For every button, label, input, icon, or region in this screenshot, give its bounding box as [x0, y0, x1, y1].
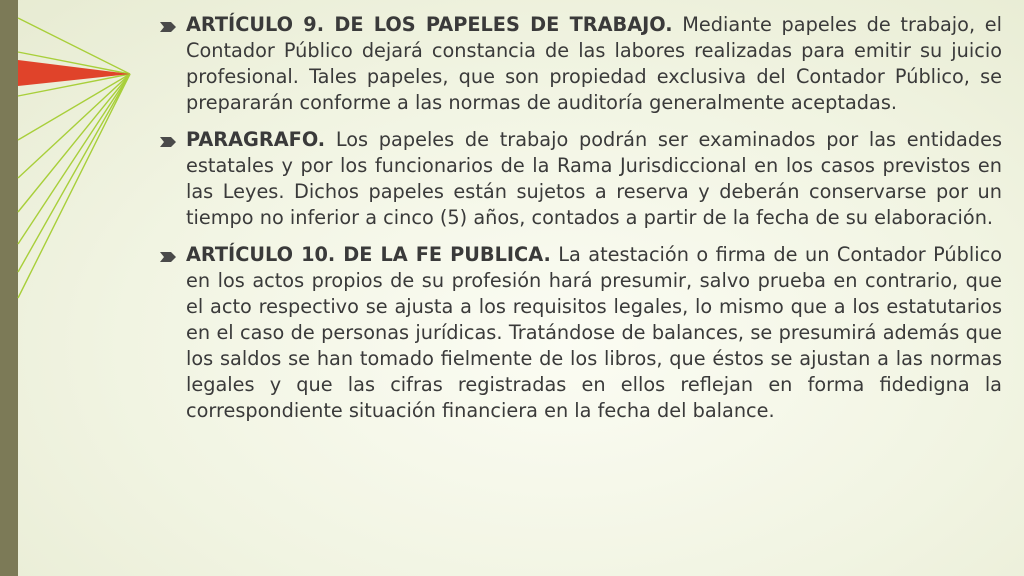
article-10-text: La atestación o firma de un Contador Público en los actos propios de su profesión hará presumir, salvo prueba en contrario, que el acto respectivo se ajusta a los requisitos legales, lo mismo que a los estatutarios en el caso de personas jurídicas. Tratándose de balances, se presumirá además que los saldos se han tomado fielmente de los libros, que éstos se ajustan a las normas legales y que las cifras registradas en ellos reflejan en forma fidedigna la correspondiente situación financiera en la fecha del balance. [186, 243, 1002, 422]
arrow-bullet-icon [160, 137, 176, 147]
bullet-item [160, 127, 1002, 231]
article-9-text: Mediante papeles de trabajo, el Contador Público dejará constancia de las labores realizadas para emitir su juicio profesional. Tales papeles, que son propiedad exclusiva del Contador Público, se prepararán conforme a las normas de auditoría generalmente aceptadas. [186, 13, 1002, 114]
bullet-item [160, 242, 1002, 424]
paragrafo-text: Los papeles de trabajo podrán ser examinados por las entidades estatales y por los funcionarios de la Rama Jurisdiccional en los casos previstos en las Leyes. Dichos papeles están sujetos a reserva y deberán conservarse por un tiempo no inferior a cinco (5) años, contados a partir de la fecha de su elaboración. [186, 128, 1002, 229]
arrow-bullet-icon [160, 22, 176, 32]
article-9-heading: ARTÍCULO 9. DE LOS PAPELES DE TRABAJO. [186, 13, 673, 36]
article-10-paragraph [186, 242, 1002, 424]
paragrafo-paragraph [186, 127, 1002, 231]
decorative-lines [0, 0, 140, 576]
article-9-paragraph [186, 12, 1002, 116]
slide-content [160, 12, 1002, 435]
arrow-bullet-icon [160, 252, 176, 262]
article-10-heading: ARTÍCULO 10. DE LA FE PUBLICA. [186, 243, 551, 266]
paragrafo-heading: PARAGRAFO. [186, 128, 326, 151]
red-accent-shape [18, 60, 130, 86]
bullet-item [160, 12, 1002, 116]
